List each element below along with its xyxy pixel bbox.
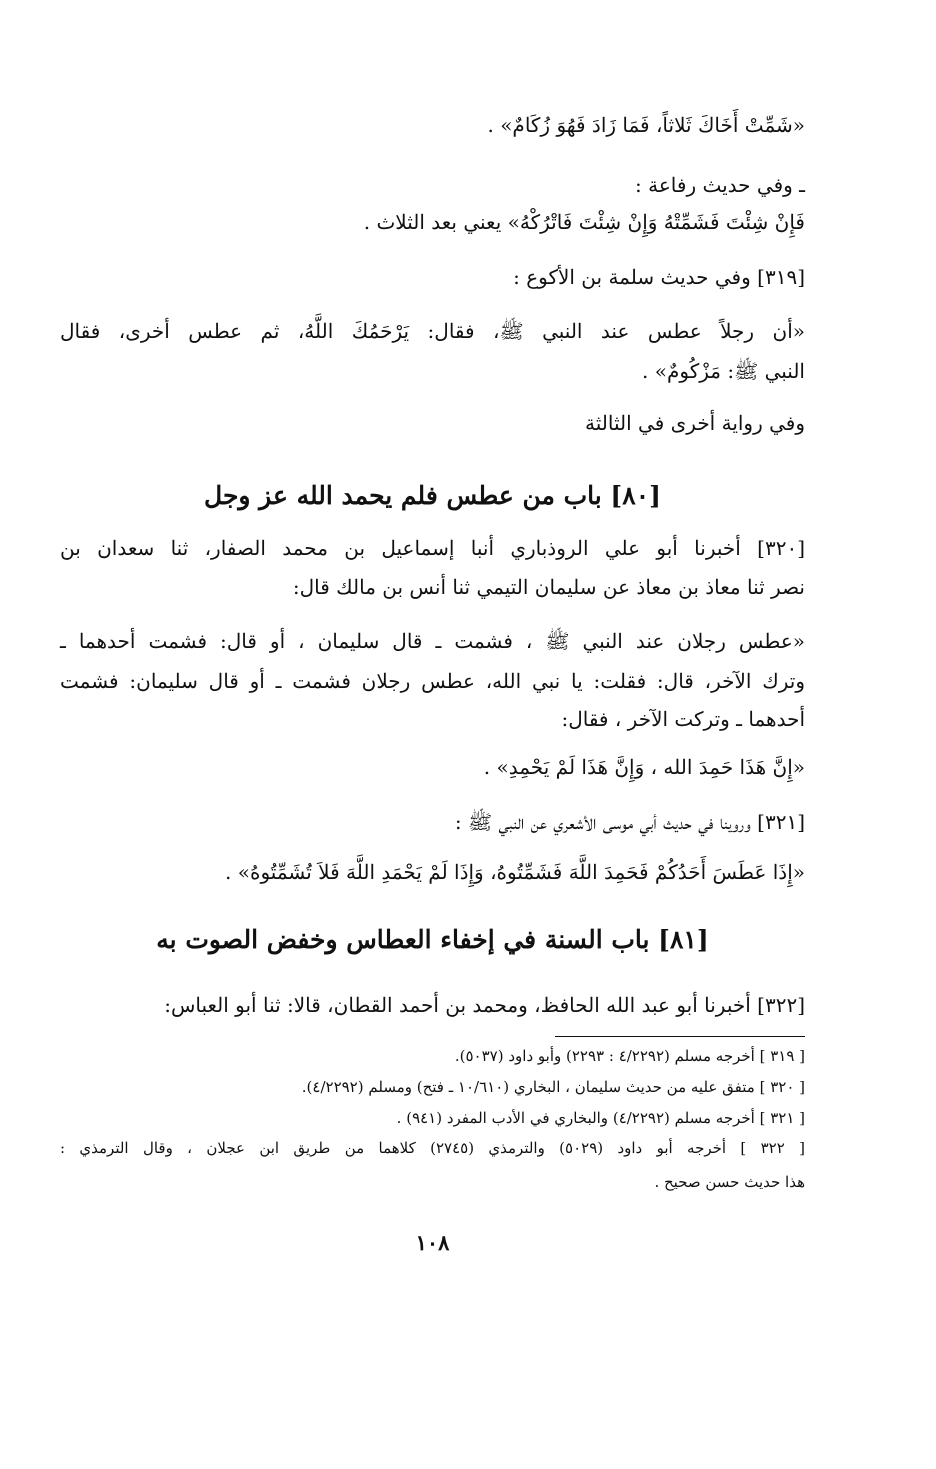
chapter-heading-80: [٨٠] باب من عطس فلم يحمد الله عز وجل [204,481,661,510]
isnad-line: نصر ثنا معاذ بن معاذ عن سليمان التيمي ثنا أنس بن مالك قال: [292,575,805,599]
hadith-text-line: «عطس رجلان عند النبي ﷺ ، فشمت ـ قال سليمان ، أو قال: فشمت أحدهما ـ [60,629,805,653]
book-page [60,0,805,1469]
hadith-text-line: «إِنَّ هَذَا حَمِدَ الله ، وَإِنَّ هَذَا لَمْ يَحْمِدِ» . [483,755,805,779]
footnote: [ ٣٢١ ] أخرجه مسلم (٤/٢٢٩٢) والبخاري في الأدب المفرد (٩٤١) . [396,1109,805,1127]
narration-note-line: وفي رواية أخرى في الثالثة [585,411,805,435]
hadith-number-line: [٣٢١] وروينا في حديث أبي موسى الأشعري عن النبي ﷺ : [454,810,805,834]
hadith-text-line: «شَمِّتْ أَخَاكَ ثَلاثاً، فَمَا زَادَ فَهُوَ زُكَامٌ» . [487,113,805,137]
isnad-line: [٣٢٢] أخبرنا أبو عبد الله الحافظ، ومحمد بن أحمد القطان، قالا: ثنا أبو العباس: [164,993,805,1017]
footnote-divider [555,1036,805,1037]
hadith-text-line: «إِذَا عَطَسَ أَحَدُكُمْ فَحَمِدَ اللَّهَ فَشَمِّتُوهُ، وَإِذَا لَمْ يَحْمَدِ اللَّهَ فَلاَ تُشَمِّتُوهُ» . [225,860,805,884]
hadith-text-line: فَإِنْ شِئْتَ فَشَمِّتْهُ وَإِنْ شِئْتَ فَاتْرُكْهُ» يعني بعد الثلاث . [363,210,805,234]
hadith-text-line: «أن رجلاً عطس عند النبي ﷺ، فقال: يَرْحَمُكَ اللَّهُ، ثم عطس أخرى، فقال [60,319,805,343]
footnote: [ ٣٢٢ ] أخرجه أبو داود (٥٠٢٩) والترمذي (٢٧٤٥) كلاهما من طريق ابن عجلان ، وقال الترمذي : [60,1139,806,1157]
isnad-line: [٣٢٠] أخبرنا أبو علي الروذباري أنبا إسماعيل بن محمد الصفار، ثنا سعدان بن [60,536,805,560]
hadith-number-line: [٣١٩] وفي حديث سلمة بن الأكوع : [513,265,805,289]
narration-intro-line: ـ وفي حديث رفاعة : [635,173,805,197]
hadith-text-line: النبي ﷺ: مَزْكُومٌ» . [642,359,805,383]
footnote: [ ٣٢٠ ] متفق عليه من حديث سليمان ، البخاري (١٠/٦١٠ ـ فتح) ومسلم (٤/٢٢٩٢). [301,1078,805,1096]
footnote: هذا حديث حسن صحيح . [654,1173,805,1191]
chapter-heading-81: [٨١] باب السنة في إخفاء العطاس وخفض الصوت به [156,925,709,954]
hadith-text-line: وترك الآخر، قال: فقلت: يا نبي الله، عطس رجلان فشمت ـ أو قال سليمان: فشمت [60,669,805,693]
page-number: ١٠٨ [415,1230,450,1255]
hadith-text-line: أحدهما ـ وتركت الآخر ، فقال: [561,707,805,731]
footnote: [ ٣١٩ ] أخرجه مسلم (٤/٢٢٩٢ : ٢٢٩٣) وأبو داود (٥٠٣٧). [454,1047,805,1065]
